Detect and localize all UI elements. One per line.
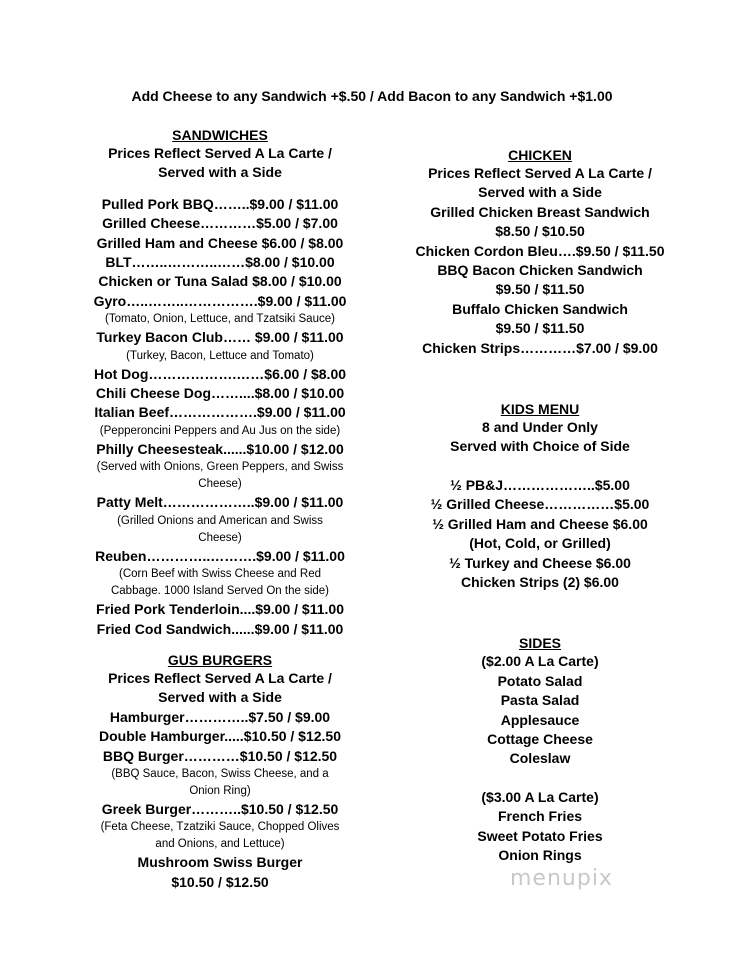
side-item: Coleslaw xyxy=(509,750,571,767)
menu-item: Fried Cod Sandwich......$9.00 / $11.00 xyxy=(96,620,344,637)
chicken-subtitle: Prices Reflect Served A La Carte / xyxy=(428,165,652,181)
side-item: French Fries xyxy=(497,808,583,825)
burgers-subtitle: Prices Reflect Served A La Carte / xyxy=(108,669,332,686)
item-description: (BBQ Sauce, Bacon, Swiss Cheese, and a xyxy=(111,767,329,780)
side-item: Applesauce xyxy=(500,711,580,728)
sandwiches-subtitle: Prices Reflect Served A La Carte / xyxy=(108,145,332,161)
menu-item-price: $9.50 / $11.50 xyxy=(495,320,585,337)
item-description: Onion Ring) xyxy=(189,784,251,797)
kids-subtitle: Served with Choice of Side xyxy=(450,438,630,455)
chicken-subtitle: Served with a Side xyxy=(478,184,602,201)
item-description: (Turkey, Bacon, Lettuce and Tomato) xyxy=(126,349,314,362)
menu-item: Gyro…..……..…………….$9.00 / $11.00 xyxy=(93,292,347,309)
sides-title: SIDES xyxy=(518,635,561,652)
side-item: Potato Salad xyxy=(497,672,583,689)
menu-item: ½ Grilled Ham and Cheese $6.00 xyxy=(432,515,648,532)
menu-item: Reuben…………..……….$9.00 / $11.00 xyxy=(95,547,345,564)
menu-item: Greek Burger………..$10.50 / $12.50 xyxy=(101,800,339,817)
menu-item: Philly Cheesesteak......$10.00 / $12.00 xyxy=(96,440,344,457)
side-item: Pasta Salad xyxy=(500,692,580,709)
menu-item: Chili Cheese Dog……....$8.00 / $10.00 xyxy=(95,385,345,402)
item-description: (Served with Onions, Green Peppers, and Swiss xyxy=(96,461,344,474)
chicken-title: CHICKEN xyxy=(508,147,572,163)
menu-item: Grilled Cheese…………$5.00 / $7.00 xyxy=(102,215,338,232)
menu-item: ½ Grilled Cheese……………$5.00 xyxy=(430,496,650,513)
menupix-watermark: menupix xyxy=(510,866,613,891)
menu-item: Grilled Ham and Cheese $6.00 / $8.00 xyxy=(96,234,344,251)
menu-item: Chicken Cordon Bleu….$9.50 / $11.50 xyxy=(415,242,665,259)
menu-header-note: Add Cheese to any Sandwich +$.50 / Add Bacon to any Sandwich +$1.00 xyxy=(131,88,613,104)
item-description: (Feta Cheese, Tzatziki Sauce, Chopped Olives xyxy=(100,821,340,834)
menu-item: Buffalo Chicken Sandwich xyxy=(452,300,628,317)
item-description: (Corn Beef with Swiss Cheese and Red xyxy=(119,568,321,581)
menu-item: Hamburger…………..$7.50 / $9.00 xyxy=(109,708,331,725)
menu-item: Mushroom Swiss Burger xyxy=(137,854,303,871)
menu-item: ½ Turkey and Cheese $6.00 xyxy=(449,554,631,571)
side-item: Cottage Cheese xyxy=(487,730,593,747)
kids-subtitle: 8 and Under Only xyxy=(482,419,598,436)
menu-item-price: $9.50 / $11.50 xyxy=(495,281,585,298)
menu-item: BBQ Bacon Chicken Sandwich xyxy=(437,262,643,279)
kids-menu-title: KIDS MENU xyxy=(500,401,580,418)
item-description: Cabbage. 1000 Island Served On the side) xyxy=(110,585,329,598)
sandwiches-title: SANDWICHES xyxy=(172,127,268,143)
left-column xyxy=(60,126,380,892)
menu-item: Double Hamburger.....$10.50 / $12.50 xyxy=(99,728,341,745)
menu-item: Patty Melt………………..$9.00 / $11.00 xyxy=(96,494,344,511)
item-description: Cheese) xyxy=(198,478,242,491)
side-item: Sweet Potato Fries xyxy=(477,827,603,844)
burgers-subtitle: Served with a Side xyxy=(158,689,282,706)
menu-item: Chicken Strips (2) $6.00 xyxy=(461,573,619,590)
menu-item: Chicken or Tuna Salad $8.00 / $10.00 xyxy=(98,273,342,290)
item-description: and Onions, and Lettuce) xyxy=(155,838,285,851)
menu-item: Turkey Bacon Club…… $9.00 / $11.00 xyxy=(96,329,344,346)
item-description: (Tomato, Onion, Lettuce, and Tzatsiki Sauce) xyxy=(105,313,335,326)
item-description: Cheese) xyxy=(198,531,242,544)
item-description: (Hot, Cold, or Grilled) xyxy=(469,535,611,552)
menu-item: Grilled Chicken Breast Sandwich xyxy=(430,203,650,220)
item-description: (Grilled Onions and American and Swiss xyxy=(117,514,323,527)
menu-item: Italian Beef……………….$9.00 / $11.00 xyxy=(94,404,346,421)
menu-item: Pulled Pork BBQ……..$9.00 / $11.00 xyxy=(101,195,339,212)
menu-item-price: $10.50 / $12.50 xyxy=(171,873,269,890)
menu-item: Hot Dog……………….……$6.00 / $8.00 xyxy=(93,365,347,382)
menu-item: ½ PB&J………………..$5.00 xyxy=(450,476,630,493)
menu-item: Fried Pork Tenderloin....$9.00 / $11.00 xyxy=(96,601,344,618)
menu-item-price: $8.50 / $10.50 xyxy=(495,223,585,240)
sandwiches-subtitle: Served with a Side xyxy=(158,164,282,181)
menu-item: BLT……..………..……$8.00 / $10.00 xyxy=(105,254,335,271)
menu-item: Chicken Strips…………$7.00 / $9.00 xyxy=(422,339,658,356)
item-description: (Pepperoncini Peppers and Au Jus on the side) xyxy=(99,424,341,437)
sides-price-group-1: ($2.00 A La Carte) xyxy=(481,653,599,670)
side-item: Onion Rings xyxy=(498,846,582,863)
sides-price-group-2: ($3.00 A La Carte) xyxy=(481,788,599,805)
menu-item: BBQ Burger…………$10.50 / $12.50 xyxy=(102,747,338,764)
burgers-title: GUS BURGERS xyxy=(167,651,273,668)
right-column xyxy=(385,146,695,865)
